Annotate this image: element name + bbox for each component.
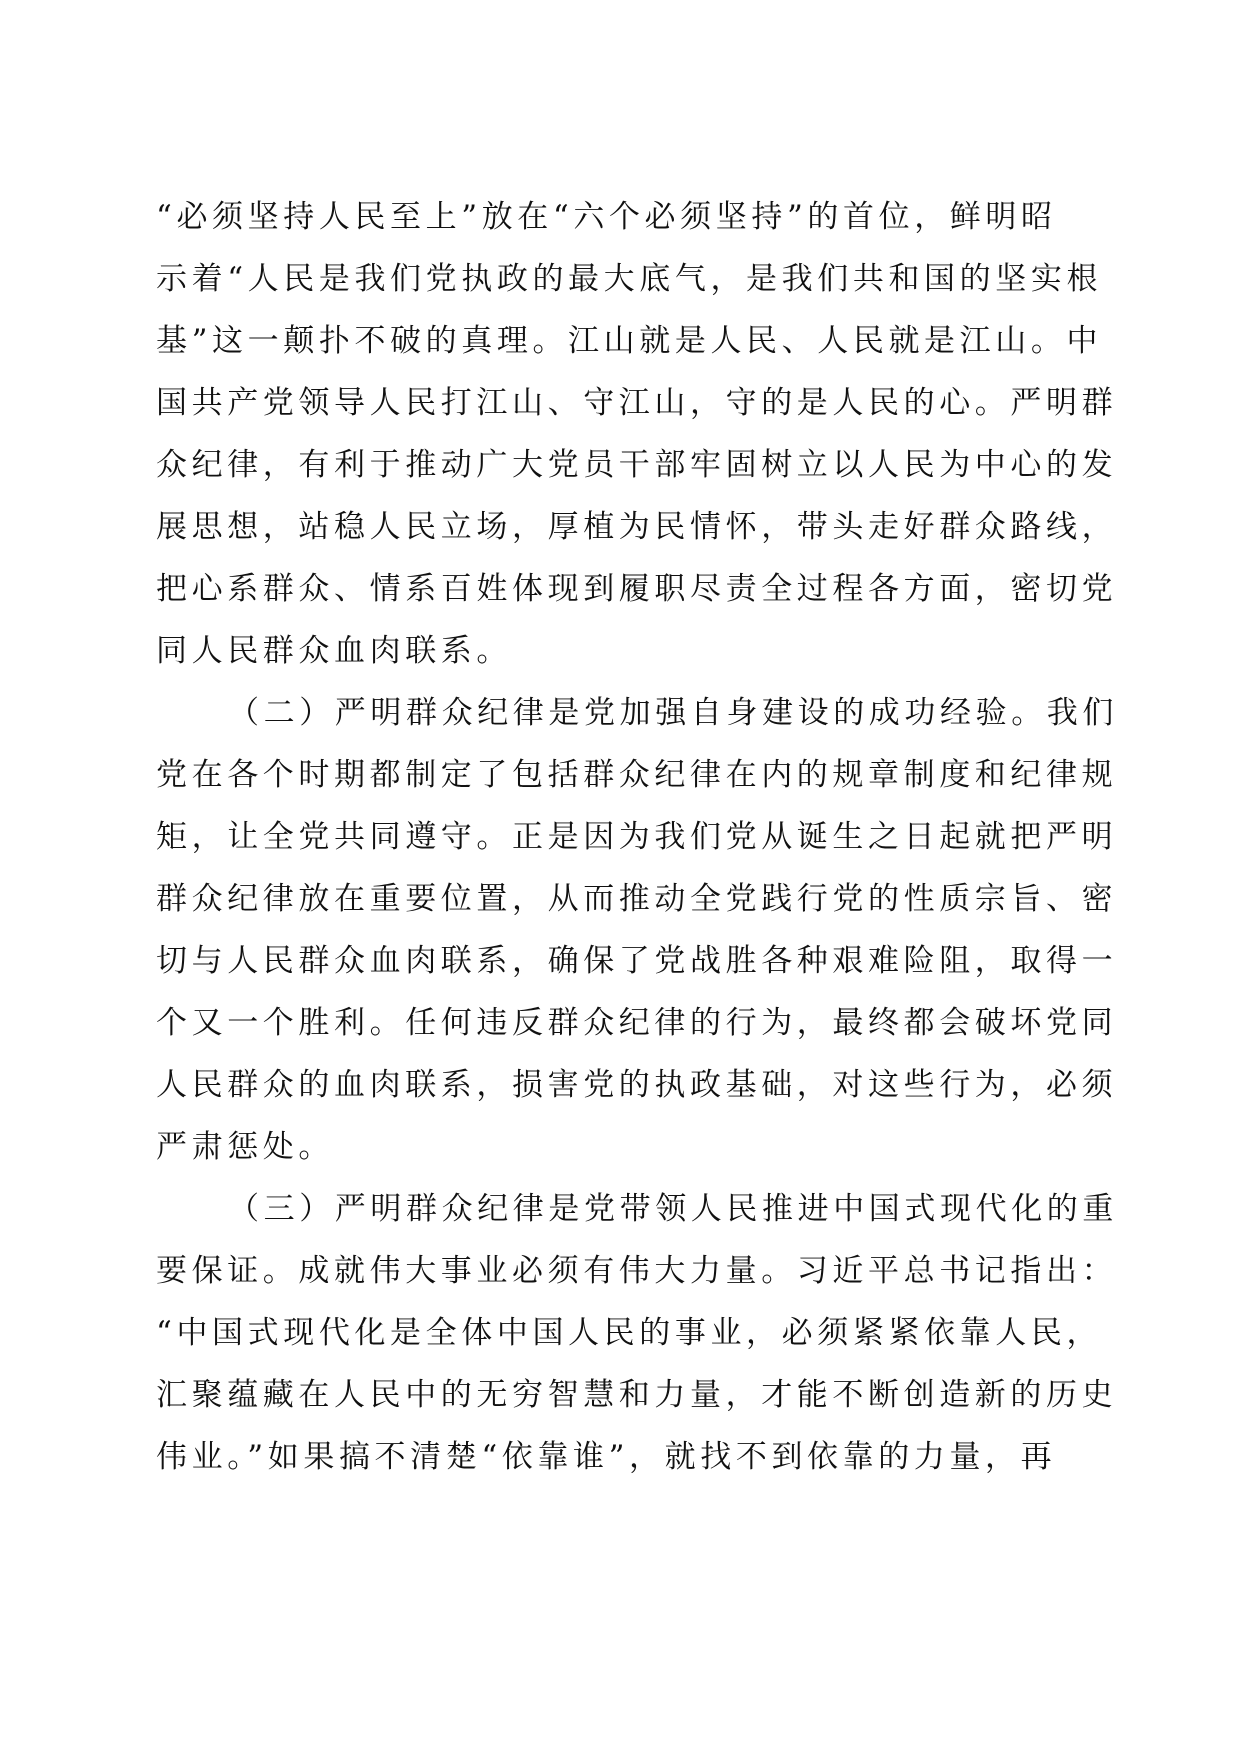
text-line: 人民群众的血肉联系，损害党的执政基础，对这些行为，必须 [156, 1067, 1118, 1103]
text-line: 众纪律，有利于推动广大党员干部牢固树立以人民为中心的发 [156, 447, 1118, 483]
text-line: 群众纪律放在重要位置，从而推动全党践行党的性质宗旨、密 [156, 881, 1118, 917]
text-line: 汇聚蕴藏在人民中的无穷智慧和力量，才能不断创造新的历史 [156, 1377, 1118, 1413]
text-line: 国共产党领导人民打江山、守江山，守的是人民的心。严明群 [156, 385, 1118, 421]
text-line: 党在各个时期都制定了包括群众纪律在内的规章制度和纪律规 [156, 757, 1118, 793]
text-line: 要保证。成就伟大事业必须有伟大力量。习近平总书记指出： [156, 1253, 1118, 1289]
text-line: 伟业。”如果搞不清楚“依靠谁”，就找不到依靠的力量，再 [156, 1439, 1057, 1475]
text-line: 示着“人民是我们党执政的最大底气，是我们共和国的坚实根 [156, 261, 1103, 297]
text-line: 矩，让全党共同遵守。正是因为我们党从诞生之日起就把严明 [156, 819, 1118, 855]
text-line: 展思想，站稳人民立场，厚植为民情怀，带头走好群众路线， [156, 509, 1118, 545]
text-line: 切与人民群众血肉联系，确保了党战胜各种艰难险阻，取得一 [156, 943, 1118, 979]
text-line: 严肃惩处。 [156, 1129, 334, 1165]
text-line: 把心系群众、情系百姓体现到履职尽责全过程各方面，密切党 [156, 571, 1118, 607]
section-heading-line: （三）严明群众纪律是党带领人民推进中国式现代化的重 [228, 1191, 1118, 1227]
section-heading-line: （二）严明群众纪律是党加强自身建设的成功经验。我们 [228, 695, 1118, 731]
text-line: 个又一个胜利。任何违反群众纪律的行为，最终都会破坏党同 [156, 1005, 1118, 1041]
text-line: “中国式现代化是全体中国人民的事业，必须紧紧依靠人民， [156, 1315, 1103, 1351]
text-line: 基”这一颠扑不破的真理。江山就是人民、人民就是江山。中 [156, 323, 1103, 359]
body-text [156, 186, 1118, 1488]
text-line: 同人民群众血肉联系。 [156, 633, 512, 669]
text-line: “必须坚持人民至上”放在“六个必须坚持”的首位，鲜明昭 [156, 199, 1057, 235]
